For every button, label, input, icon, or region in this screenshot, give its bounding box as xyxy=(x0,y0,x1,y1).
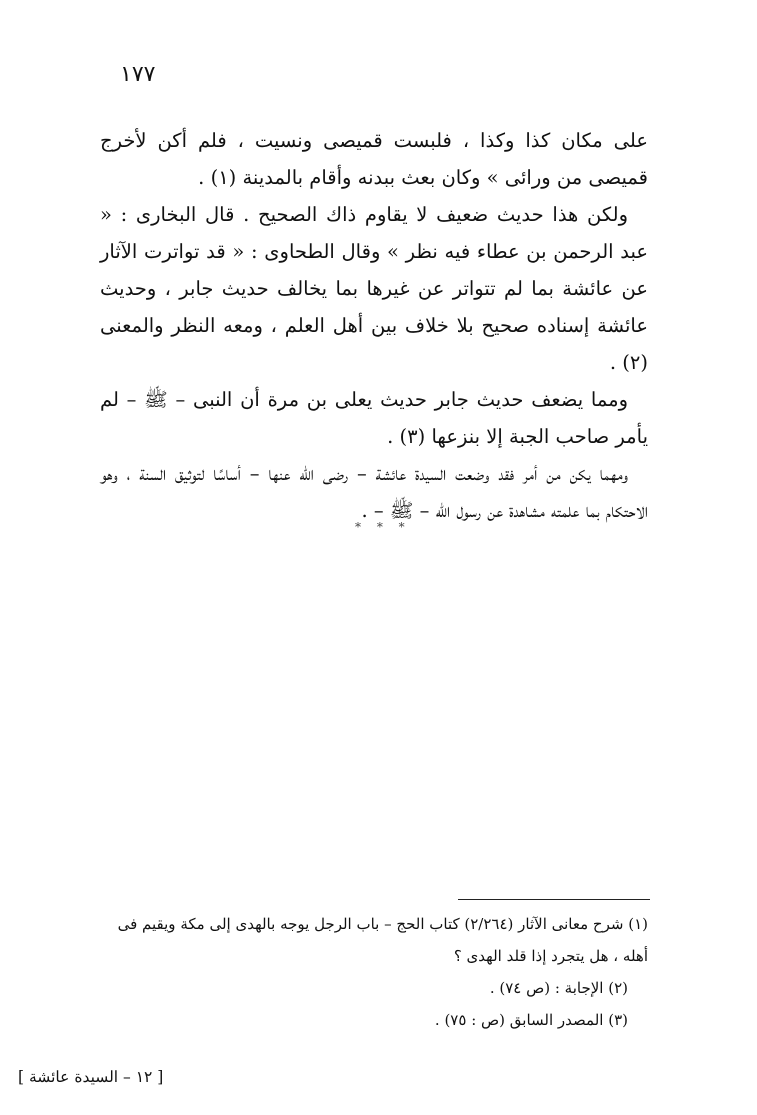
footnote: (٣) المصدر السابق (ص : ٧٥) . xyxy=(434,1011,628,1029)
page-number: ١٧٧ xyxy=(120,62,156,87)
paragraph: ولكن هذا حديث ضعيف لا يقاوم ذاك الصحيح . قال البخارى : « عبد الرحمن بن عطاء فيه نظر » وقال الطحاوى : « قد تواترت الآثار عن عائشة بما لم تتواتر عن غيرها بما يخالف حديث جابر ، وحديث عائشة إسناده صحيح بلا خلاف بين أهل العلم ، ومعه النظر والمعنى (٢) . xyxy=(100,203,648,374)
footnotes xyxy=(100,908,648,1036)
paragraph: على مكان كذا وكذا ، فلبست قميصى ونسيت ، فلم أكن لأخرج قميصى من ورائى » وكان بعث ببدنه وأقام بالمدينة (١) . xyxy=(100,129,648,189)
section-separator: * * * xyxy=(355,520,411,534)
page-footer: [ ١٢ – السيدة عائشة ] xyxy=(18,1068,164,1086)
paragraph: ومما يضعف حديث جابر حديث يعلى بن مرة أن النبى – ﷺ – لم يأمر صاحب الجبة إلا بنزعها (٣) . xyxy=(100,388,648,448)
footnote: (١) شرح معانى الآثار (٢/٢٦٤) كتاب الحج – باب الرجل يوجه بالهدى إلى مكة ويقيم فى xyxy=(117,915,648,933)
paragraph: ومهما يكن من أمر فقد وضعت السيدة عائشة – رضى الله عنها – أساسًا لتوثيق السنة ، وهو الاحتكام بما علمته مشاهدة عن رسول الله – ﷺ – . xyxy=(100,462,648,522)
footnote: (٢) الإجابة : (ص ٧٤) . xyxy=(489,979,628,997)
body-text xyxy=(100,122,648,529)
footnote-divider xyxy=(458,899,650,900)
footnote-continuation: أهله ، هل يتجرد إذا قلد الهدى ؟ xyxy=(453,947,648,965)
